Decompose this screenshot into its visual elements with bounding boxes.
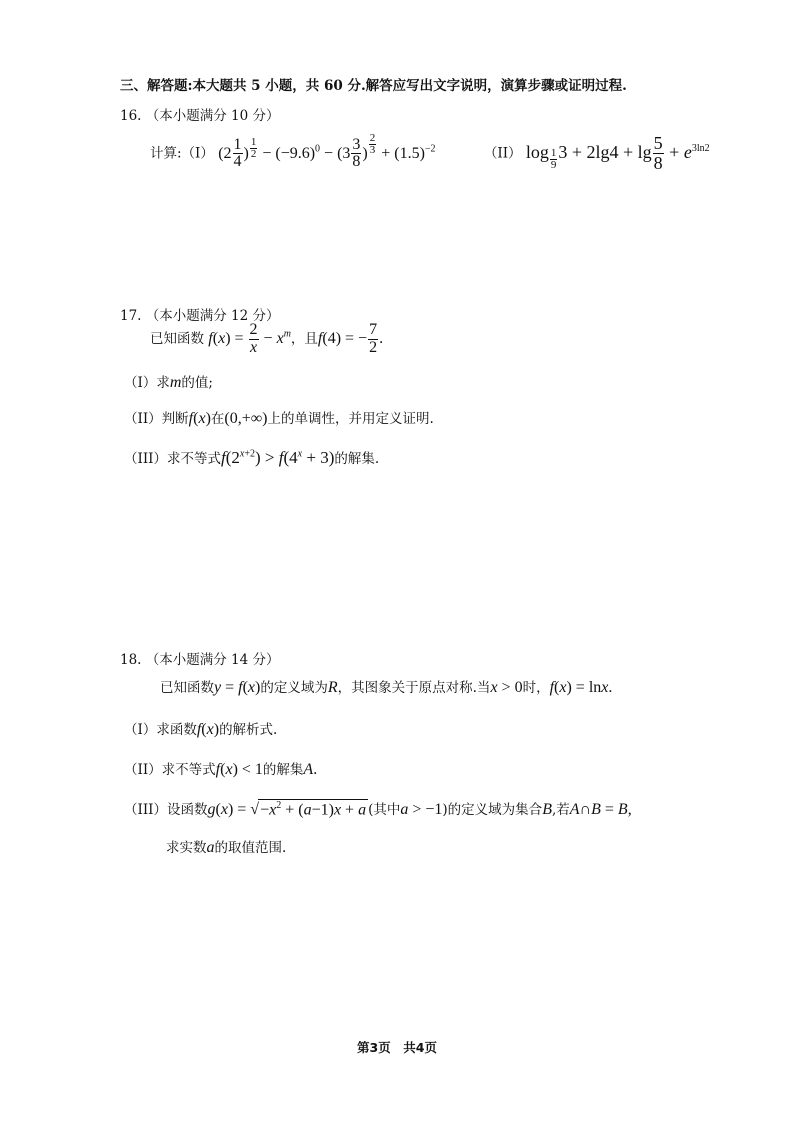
q17-function-def: f(x) = $\frac{2}{x}$ − $x^m$ xyxy=(208,321,291,356)
q16-part2-label: （II） xyxy=(483,145,522,162)
q16-heading: 16. （本小题满分 10 分） xyxy=(120,108,280,124)
q17-intro: 已知函数 f(x) = $\frac{2}{x}$ − $x^m$，且f(4) = − $\frac{7}{2}$ . xyxy=(150,321,384,356)
q18-part2: （II）求不等式f(x) < 1的解集A. xyxy=(124,761,318,778)
q17-condition: f(4) = − $\frac{7}{2}$ . xyxy=(317,321,384,356)
q17-part1: （I）求m的值; xyxy=(124,374,213,391)
q16-calc-label: 计算:（I） xyxy=(150,145,214,162)
q17-heading: 17. （本小题满分 12 分） xyxy=(120,308,280,324)
q16-part1-expression: (2 $\frac{1}{4}$ ) $^{\frac{1}{2}}$ − $(-9.6)^0 - (3$ $\frac{3}{8}$ ) $^{\frac{2}{3}}$ + $(1.5)^{-2}$ xyxy=(218,131,436,171)
q17-part2: （II）判断f(x)在(0,+∞)上的单调性，并用定义证明. xyxy=(124,410,434,427)
q18-intro: 已知函数y = f(x)的定义域为R，其图象关于原点对称.当x > 0时，f(x) = lnx. xyxy=(160,679,613,696)
q16-expression-row xyxy=(150,131,710,173)
section-header: 三、解答题:本大题共 5 小题，共 60 分.解答应写出文字说明，演算步骤或证明过程. xyxy=(120,78,627,94)
page-footer: 第3页 共4页 xyxy=(357,1040,437,1055)
q18-part3: （III）设函数$g(x) = √-x^2 + (a-1)x + a$ (其中a > −1)的定义域为集合B,若A∩B = B, xyxy=(124,799,632,818)
q18-heading: 18. （本小题满分 14 分） xyxy=(120,652,280,668)
q17-part3: （III）求不等式$f(2^{x+2}) > f(4^x + 3)$的解集. xyxy=(124,448,380,467)
q18-part1: （I）求函数f(x)的解析式. xyxy=(124,721,278,738)
q16-part2-expression: log $_{\frac{1}{9}}$ 3 + 2lg4 + lg $\frac{5}{8}$ + $e^{3ln2}$ xyxy=(525,133,710,173)
q18-part3-cont: 求实数a的取值范围. xyxy=(166,839,287,856)
